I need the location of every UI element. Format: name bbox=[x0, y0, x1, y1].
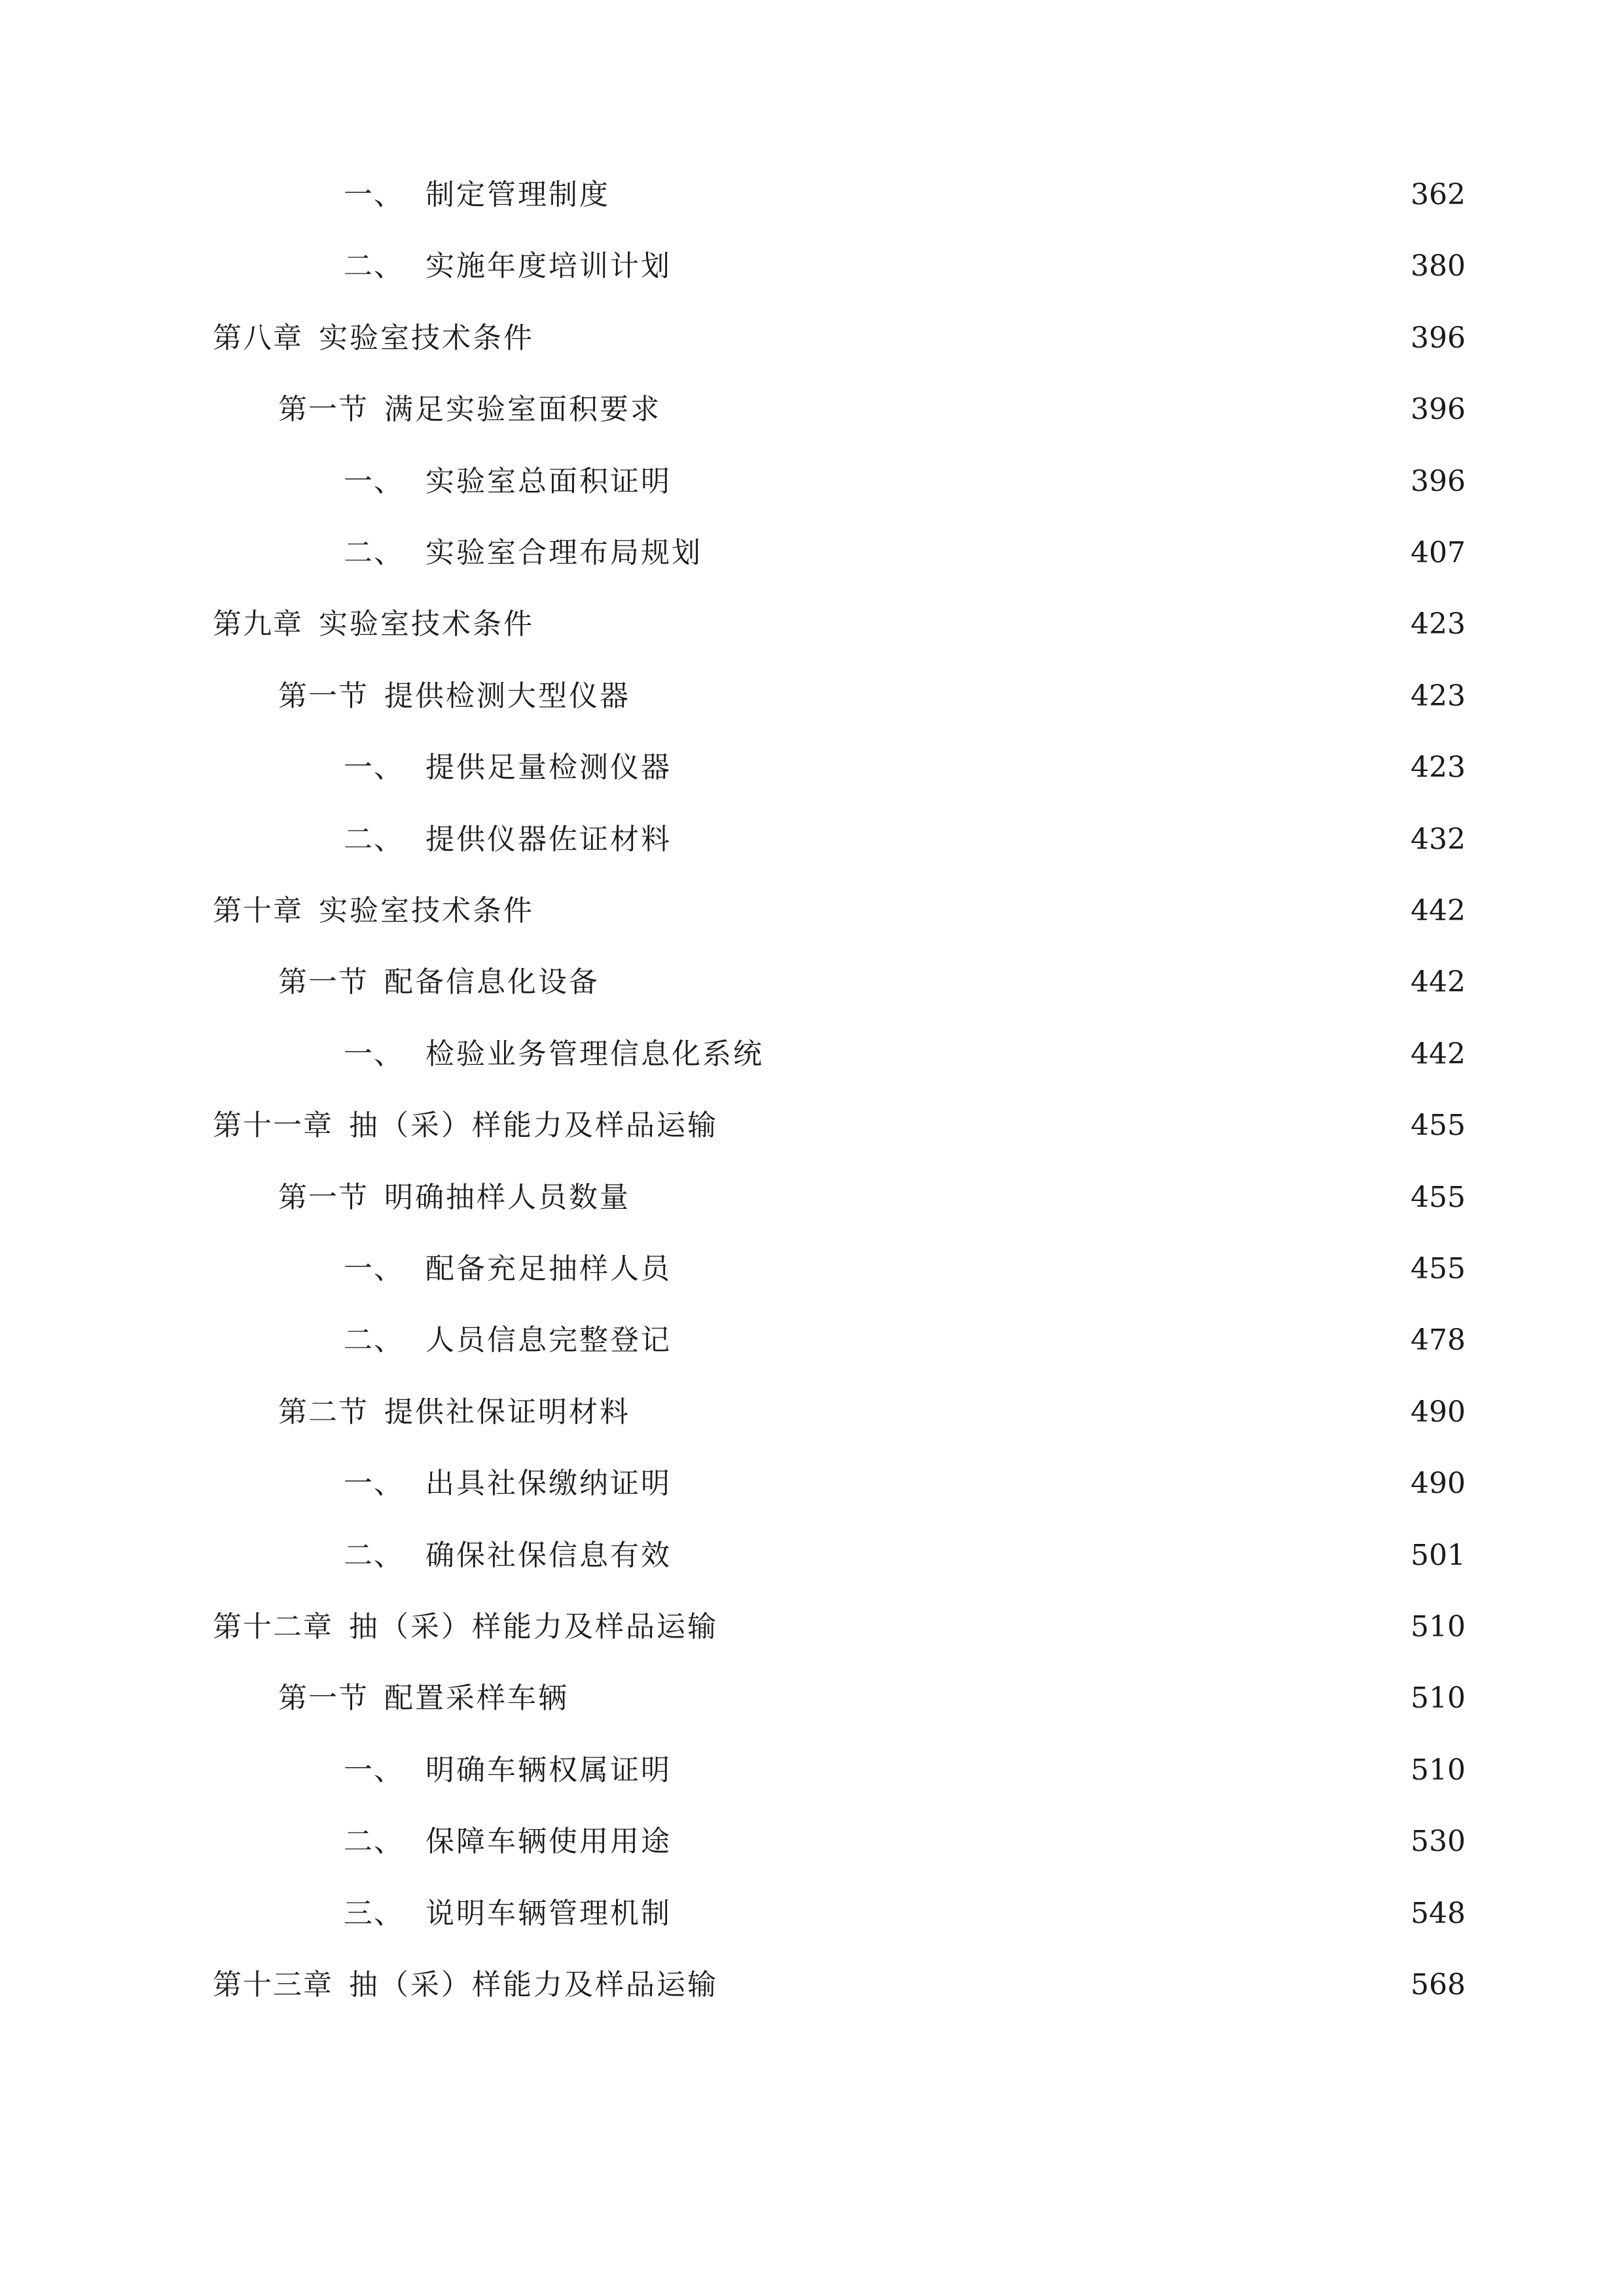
toc-entry-title: 配备信息化设备 bbox=[384, 965, 600, 999]
toc-entry-page-number: 530 bbox=[1411, 1825, 1466, 1858]
toc-entry-marker: 一、 bbox=[344, 1467, 404, 1500]
toc-entry-title: 配置采样车辆 bbox=[384, 1681, 569, 1715]
toc-entry-title: 检验业务管理信息化系统 bbox=[425, 1037, 764, 1071]
toc-dot-leader bbox=[727, 1103, 1400, 1149]
toc-entry[interactable] bbox=[344, 745, 1466, 791]
toc-entry-page-number: 490 bbox=[1411, 1395, 1466, 1429]
toc-dot-leader bbox=[681, 817, 1400, 863]
toc-dot-leader bbox=[681, 1461, 1400, 1507]
toc-dot-leader bbox=[681, 1246, 1400, 1292]
toc-entry[interactable] bbox=[344, 1891, 1466, 1937]
toc-entry-title: 实验室技术条件 bbox=[319, 894, 534, 927]
toc-entry[interactable] bbox=[344, 1819, 1466, 1865]
toc-dot-leader bbox=[543, 315, 1400, 361]
toc-entry-page-number: 380 bbox=[1411, 249, 1466, 283]
toc-entry[interactable] bbox=[213, 888, 1466, 934]
toc-entry-page-number: 396 bbox=[1411, 393, 1466, 426]
toc-entry-title: 确保社保信息有效 bbox=[425, 1539, 672, 1572]
toc-entry-marker: 第九章 bbox=[213, 607, 303, 641]
toc-entry-title: 提供仪器佐证材料 bbox=[425, 823, 672, 856]
toc-entry[interactable] bbox=[278, 387, 1466, 433]
toc-entry-marker: 二、 bbox=[344, 1539, 404, 1572]
toc-entry-title: 明确抽样人员数量 bbox=[384, 1181, 630, 1214]
toc-entry-marker: 一、 bbox=[344, 1252, 404, 1285]
toc-entry-page-number: 548 bbox=[1411, 1897, 1466, 1930]
toc-dot-leader bbox=[640, 1175, 1400, 1221]
toc-entry[interactable] bbox=[344, 1461, 1466, 1507]
toc-entry-marker: 第一节 bbox=[278, 965, 369, 999]
toc-entry-page-number: 510 bbox=[1411, 1610, 1466, 1643]
toc-entry-title: 提供检测大型仪器 bbox=[384, 679, 630, 713]
toc-entry-title: 实验室合理布局规划 bbox=[425, 536, 702, 569]
toc-dot-leader bbox=[681, 1891, 1400, 1937]
toc-dot-leader bbox=[681, 243, 1400, 289]
toc-entry[interactable] bbox=[344, 530, 1466, 576]
toc-entry-marker: 第一节 bbox=[278, 393, 369, 426]
toc-entry-title: 实验室总面积证明 bbox=[425, 465, 672, 498]
toc-entry-title: 出具社保缴纳证明 bbox=[425, 1467, 672, 1500]
toc-entry-page-number: 455 bbox=[1411, 1181, 1466, 1214]
toc-entry-page-number: 423 bbox=[1411, 607, 1466, 641]
toc-entry-marker: 二、 bbox=[344, 1825, 404, 1858]
toc-entry[interactable] bbox=[344, 243, 1466, 289]
toc-entry-marker: 二、 bbox=[344, 536, 404, 569]
toc-entry-page-number: 568 bbox=[1411, 1968, 1466, 2001]
toc-entry-page-number: 510 bbox=[1411, 1681, 1466, 1715]
toc-entry[interactable] bbox=[213, 1103, 1466, 1149]
toc-entry-title: 实施年度培训计划 bbox=[425, 249, 672, 283]
toc-dot-leader bbox=[681, 1533, 1400, 1579]
toc-dot-leader bbox=[727, 1962, 1400, 2008]
toc-entry-marker: 三、 bbox=[344, 1897, 404, 1930]
toc-entry-page-number: 442 bbox=[1411, 894, 1466, 927]
toc-entry-title: 提供足量检测仪器 bbox=[425, 751, 672, 784]
toc-entry-marker: 一、 bbox=[344, 178, 404, 211]
toc-entry-page-number: 455 bbox=[1411, 1252, 1466, 1285]
toc-dot-leader bbox=[543, 601, 1400, 647]
toc-entry-title: 人员信息完整登记 bbox=[425, 1323, 672, 1357]
toc-entry-marker: 第一节 bbox=[278, 1681, 369, 1715]
toc-entry-page-number: 432 bbox=[1411, 823, 1466, 856]
toc-entry-marker: 第十章 bbox=[213, 894, 303, 927]
toc-dot-leader bbox=[681, 1819, 1400, 1865]
toc-dot-leader bbox=[773, 1031, 1400, 1077]
toc-entry-title: 配备充足抽样人员 bbox=[425, 1252, 672, 1285]
toc-entry[interactable] bbox=[213, 315, 1466, 361]
toc-entry-marker: 二、 bbox=[344, 249, 404, 283]
toc-dot-leader bbox=[640, 1390, 1400, 1435]
toc-entry-marker: 二、 bbox=[344, 823, 404, 856]
toc-entry[interactable] bbox=[344, 817, 1466, 863]
toc-entry[interactable] bbox=[278, 673, 1466, 719]
toc-entry-marker: 一、 bbox=[344, 1037, 404, 1071]
toc-entry-marker: 一、 bbox=[344, 1753, 404, 1787]
toc-dot-leader bbox=[681, 459, 1400, 505]
toc-entry-page-number: 407 bbox=[1411, 536, 1466, 569]
toc-dot-leader bbox=[609, 960, 1400, 1005]
toc-entry-title: 抽（采）样能力及样品运输 bbox=[349, 1610, 718, 1643]
toc-entry[interactable] bbox=[278, 1676, 1466, 1721]
toc-entry-title: 抽（采）样能力及样品运输 bbox=[349, 1968, 718, 2001]
toc-dot-leader bbox=[640, 673, 1400, 719]
toc-entry-title: 实验室技术条件 bbox=[319, 607, 534, 641]
toc-entry-page-number: 455 bbox=[1411, 1109, 1466, 1142]
toc-entry[interactable] bbox=[344, 459, 1466, 505]
toc-dot-leader bbox=[681, 745, 1400, 791]
toc-entry-page-number: 423 bbox=[1411, 679, 1466, 713]
toc-entry-title: 提供社保证明材料 bbox=[384, 1395, 630, 1429]
toc-entry[interactable] bbox=[278, 1175, 1466, 1221]
toc-entry[interactable] bbox=[344, 1748, 1466, 1793]
toc-dot-leader bbox=[670, 387, 1400, 433]
toc-entry[interactable] bbox=[213, 1962, 1466, 2008]
toc-dot-leader bbox=[727, 1604, 1400, 1650]
toc-entry-marker: 第八章 bbox=[213, 321, 303, 355]
toc-entry[interactable] bbox=[278, 960, 1466, 1005]
toc-entry-marker: 一、 bbox=[344, 751, 404, 784]
toc-entry-title: 保障车辆使用用途 bbox=[425, 1825, 672, 1858]
toc-entry[interactable] bbox=[344, 1246, 1466, 1292]
toc-dot-leader bbox=[619, 172, 1400, 218]
toc-entry-page-number: 442 bbox=[1411, 1037, 1466, 1071]
toc-entry-page-number: 396 bbox=[1411, 465, 1466, 498]
toc-entry-page-number: 423 bbox=[1411, 751, 1466, 784]
toc-entry[interactable] bbox=[278, 1390, 1466, 1435]
toc-entry[interactable] bbox=[213, 1604, 1466, 1650]
toc-entry-page-number: 478 bbox=[1411, 1323, 1466, 1357]
toc-entry-title: 制定管理制度 bbox=[425, 178, 610, 211]
toc-entry-page-number: 501 bbox=[1411, 1539, 1466, 1572]
toc-entry-title: 满足实验室面积要求 bbox=[384, 393, 661, 426]
toc-entry-marker: 第二节 bbox=[278, 1395, 369, 1429]
toc-entry[interactable] bbox=[344, 1031, 1466, 1077]
toc-entry[interactable] bbox=[344, 1318, 1466, 1363]
toc-entry-title: 实验室技术条件 bbox=[319, 321, 534, 355]
toc-entry-page-number: 396 bbox=[1411, 321, 1466, 355]
toc-entry-marker: 一、 bbox=[344, 465, 404, 498]
toc-entry-page-number: 362 bbox=[1411, 178, 1466, 211]
toc-entry-marker: 第一节 bbox=[278, 1181, 369, 1214]
toc-dot-leader bbox=[543, 888, 1400, 934]
toc-entry[interactable] bbox=[344, 1533, 1466, 1579]
toc-entry-page-number: 510 bbox=[1411, 1753, 1466, 1787]
toc-dot-leader bbox=[712, 530, 1400, 576]
toc-entry-marker: 第十二章 bbox=[213, 1610, 333, 1643]
toc-entry-marker: 第十三章 bbox=[213, 1968, 333, 2001]
toc-entry[interactable] bbox=[213, 601, 1466, 647]
toc-entry-page-number: 442 bbox=[1411, 965, 1466, 999]
toc-entry-title: 说明车辆管理机制 bbox=[425, 1897, 672, 1930]
toc-entry[interactable] bbox=[344, 172, 1466, 218]
toc-entry-title: 抽（采）样能力及样品运输 bbox=[349, 1109, 718, 1142]
toc-entry-page-number: 490 bbox=[1411, 1467, 1466, 1500]
toc-entry-marker: 第一节 bbox=[278, 679, 369, 713]
toc-entry-title: 明确车辆权属证明 bbox=[425, 1753, 672, 1787]
toc-dot-leader bbox=[578, 1676, 1400, 1721]
toc-dot-leader bbox=[681, 1748, 1400, 1793]
toc-entry-marker: 第十一章 bbox=[213, 1109, 333, 1142]
toc-dot-leader bbox=[681, 1318, 1400, 1363]
toc-entry-marker: 二、 bbox=[344, 1323, 404, 1357]
